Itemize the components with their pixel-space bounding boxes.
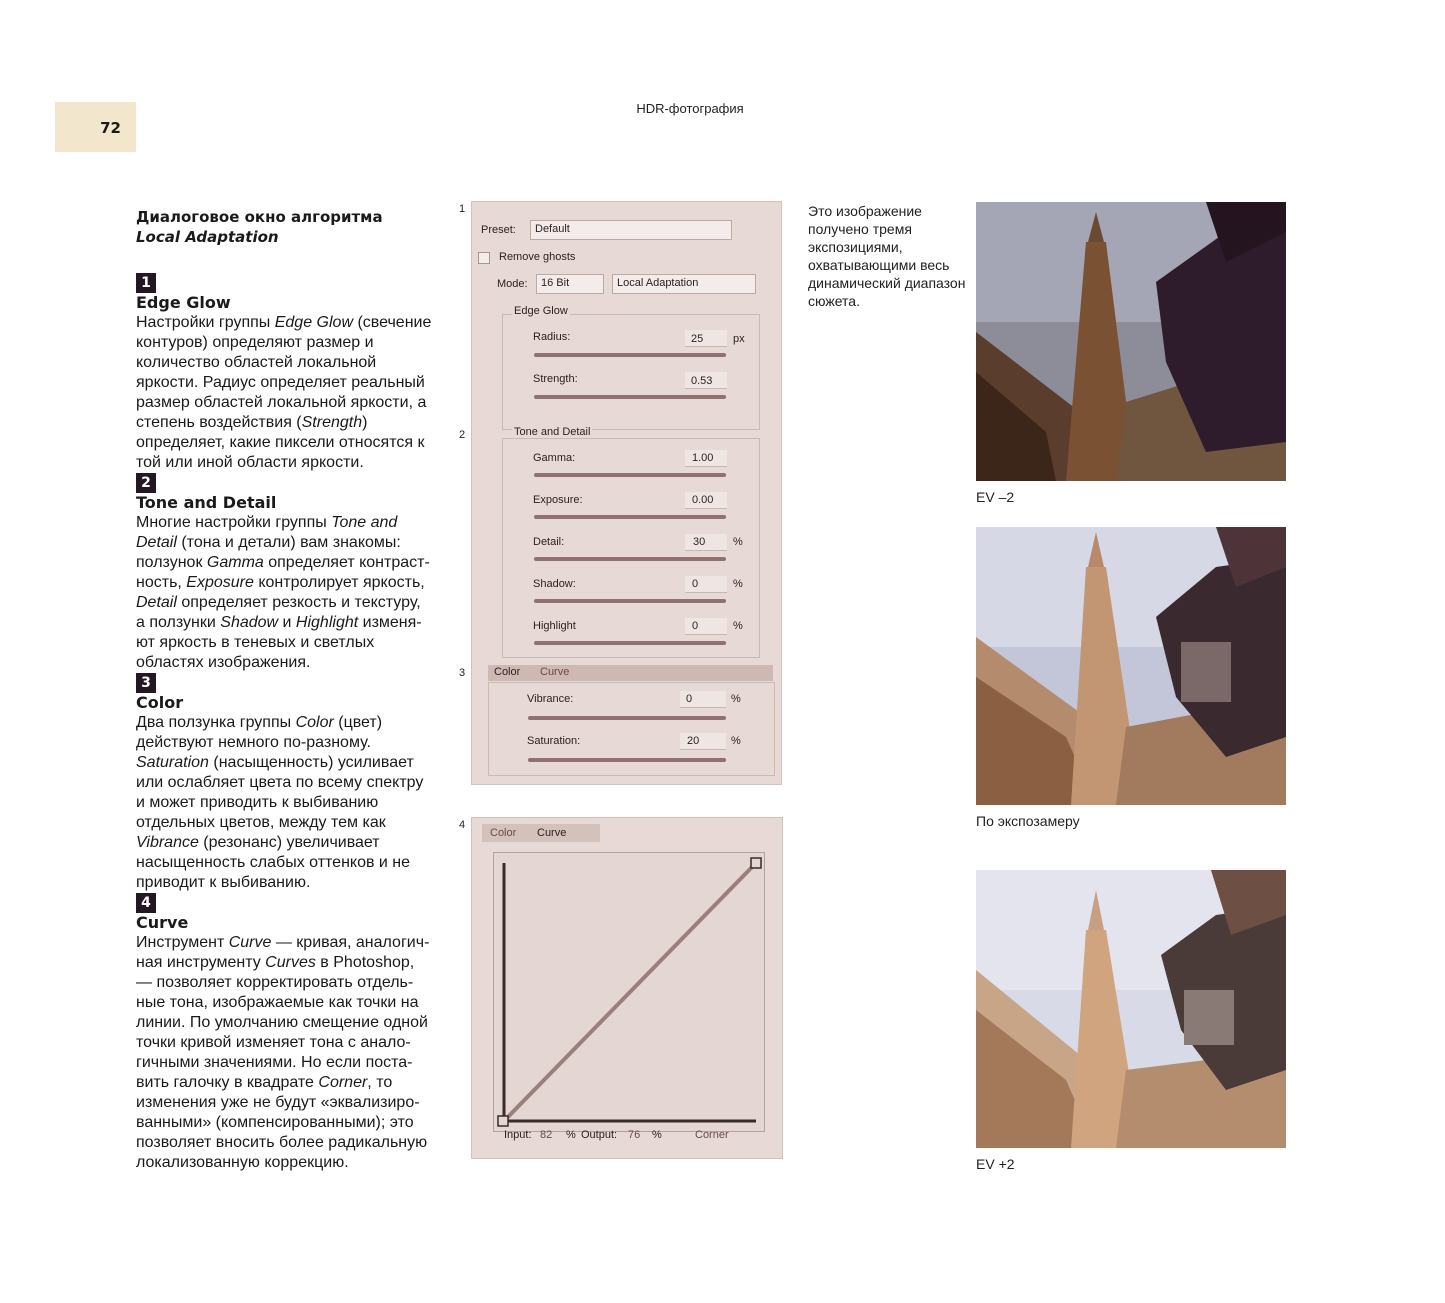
body-line: вить галочку в квадрате Corner, то bbox=[136, 1074, 393, 1091]
input-unit: % bbox=[566, 1129, 576, 1141]
saturation-label: Saturation: bbox=[527, 735, 581, 747]
sections bbox=[136, 273, 448, 1173]
curve-graph[interactable] bbox=[493, 852, 765, 1132]
tab-color[interactable]: Color bbox=[494, 666, 521, 678]
corner-checkbox-label[interactable]: Corner bbox=[695, 1129, 729, 1141]
body-line: а ползунки Shadow и Highlight изменя- bbox=[136, 614, 422, 631]
output-value[interactable]: 76 bbox=[628, 1129, 641, 1141]
body-line: приводит к выбиванию. bbox=[136, 874, 311, 891]
detail-label: Detail: bbox=[533, 536, 565, 548]
section-number-badge: 2 bbox=[136, 473, 156, 493]
radius-value: 25 bbox=[691, 333, 704, 345]
caption-ev-minus2: EV –2 bbox=[976, 489, 1015, 505]
method-value: Local Adaptation bbox=[617, 277, 699, 289]
output-label: Output: bbox=[581, 1129, 618, 1141]
mode-label: Mode: bbox=[497, 278, 528, 290]
bit-depth-dropdown[interactable] bbox=[536, 274, 604, 294]
local-adaptation-dialog bbox=[471, 201, 782, 785]
body-line: Vibrance (резонанс) увеличивает bbox=[136, 834, 380, 851]
curve-line[interactable] bbox=[504, 863, 756, 1121]
exposure-value: 0.00 bbox=[692, 494, 714, 506]
section-3 bbox=[136, 673, 448, 893]
body-line: локализованную коррекцию. bbox=[136, 1154, 349, 1171]
section-4 bbox=[136, 893, 448, 1173]
saturation-value: 20 bbox=[687, 735, 700, 747]
section-number-badge: 4 bbox=[136, 893, 156, 913]
curve-svg bbox=[494, 853, 764, 1131]
running-head: HDR-фотография bbox=[636, 101, 744, 116]
body-line: Настройки группы Edge Glow (свечение bbox=[136, 314, 432, 331]
remove-ghosts-checkbox[interactable] bbox=[478, 252, 490, 264]
detail-unit: % bbox=[733, 536, 743, 548]
shadow-slider[interactable] bbox=[534, 599, 726, 603]
curve-tab-curve[interactable]: Curve bbox=[537, 827, 567, 839]
shadow-unit: % bbox=[733, 578, 743, 590]
body-line: линии. По умолчанию смещение одной bbox=[136, 1014, 428, 1031]
preset-value: Default bbox=[535, 223, 570, 235]
marker-1: 1 bbox=[459, 203, 466, 215]
body-line: областях изображения. bbox=[136, 654, 311, 671]
gamma-value: 1.00 bbox=[692, 452, 714, 464]
detail-value: 30 bbox=[693, 536, 706, 548]
input-value[interactable]: 82 bbox=[540, 1129, 553, 1141]
body-line: ность, Exposure контролирует яркость, bbox=[136, 574, 425, 591]
gamma-slider[interactable] bbox=[534, 473, 726, 477]
tab-curve[interactable]: Curve bbox=[540, 666, 570, 678]
input-label: Input: bbox=[504, 1129, 532, 1141]
body-line: позволяет вносить более радикальную bbox=[136, 1134, 428, 1151]
highlight-unit: % bbox=[733, 620, 743, 632]
remove-ghosts-label: Remove ghosts bbox=[499, 251, 576, 263]
body-line: контуров) определяют размер и bbox=[136, 334, 374, 351]
body-line: гичными значениями. Но если поста- bbox=[136, 1054, 413, 1071]
body-line: степень воздействия (Strength) bbox=[136, 414, 368, 431]
tone-detail-title: Tone and Detail bbox=[514, 426, 591, 438]
strength-value: 0.53 bbox=[691, 375, 713, 387]
body-line: ные тона, изображаемые как точки на bbox=[136, 994, 419, 1011]
vibrance-value: 0 bbox=[686, 693, 693, 705]
highlight-slider[interactable] bbox=[534, 641, 726, 645]
radius-unit: px bbox=[733, 333, 745, 345]
body-line: Saturation (насыщенность) усиливает bbox=[136, 754, 414, 771]
section-1 bbox=[136, 273, 448, 473]
color-tab-bar bbox=[488, 665, 773, 681]
preset-dropdown[interactable] bbox=[530, 220, 732, 240]
article-title-line1: Диалоговое окно алгоритма bbox=[136, 208, 383, 226]
body-line: изменения уже не будут «эквализиро- bbox=[136, 1094, 420, 1111]
body-line: Два ползунка группы Color (цвет) bbox=[136, 714, 383, 731]
exposure-label: Exposure: bbox=[533, 494, 583, 506]
output-unit: % bbox=[652, 1129, 662, 1141]
method-dropdown[interactable] bbox=[612, 274, 756, 294]
body-line: насыщенность слабых оттенков и не bbox=[136, 854, 411, 871]
body-line: или ослабляет цвета по всему спектру bbox=[136, 774, 424, 791]
body-line: ная инструменту Curves в Photoshop, bbox=[136, 954, 415, 971]
body-line: отдельных цветов, между тем как bbox=[136, 814, 386, 831]
body-line: Многие настройки группы Tone and bbox=[136, 514, 398, 531]
detail-field[interactable] bbox=[685, 534, 727, 551]
text-column bbox=[136, 207, 448, 1173]
preset-label: Preset: bbox=[481, 224, 516, 236]
saturation-slider[interactable] bbox=[528, 758, 726, 762]
section-2 bbox=[136, 473, 448, 673]
photo-metered bbox=[976, 527, 1286, 805]
section-title: Tone and Detail bbox=[136, 493, 277, 512]
body-line: — позволяет корректировать отдель- bbox=[136, 974, 414, 991]
curve-point-start[interactable] bbox=[498, 1116, 508, 1126]
intro-text: Это изображение получено тремя экспозициями, охватывающими весь динамический диапазон сюжета. bbox=[808, 203, 966, 309]
body-line: и может приводить к выбиванию bbox=[136, 794, 379, 811]
caption-ev-plus2: EV +2 bbox=[976, 1156, 1015, 1172]
saturation-unit: % bbox=[731, 735, 741, 747]
strength-slider[interactable] bbox=[534, 395, 726, 399]
curve-panel bbox=[471, 817, 783, 1159]
highlight-value: 0 bbox=[692, 620, 699, 632]
detail-slider[interactable] bbox=[534, 557, 726, 561]
section-title: Edge Glow bbox=[136, 293, 231, 312]
vibrance-slider[interactable] bbox=[528, 716, 726, 720]
section-number-badge: 1 bbox=[136, 273, 156, 293]
body-line: Инструмент Curve — кривая, аналогич- bbox=[136, 934, 430, 951]
gamma-label: Gamma: bbox=[533, 452, 576, 464]
section-title: Color bbox=[136, 693, 184, 712]
body-line: действуют немного по-разному. bbox=[136, 734, 371, 751]
body-line: размер областей локальной яркости, а bbox=[136, 394, 427, 411]
photo-ev-minus2 bbox=[976, 202, 1286, 481]
body-line: количество областей локальной bbox=[136, 354, 377, 371]
curve-tab-color[interactable]: Color bbox=[490, 827, 517, 839]
shadow-value: 0 bbox=[692, 578, 699, 590]
exposure-slider[interactable] bbox=[534, 515, 726, 519]
body-line: Detail определяет резкость и текстуру, bbox=[136, 594, 421, 611]
page-number: 72 bbox=[100, 119, 121, 137]
curve-point-end[interactable] bbox=[751, 858, 761, 868]
vibrance-label: Vibrance: bbox=[527, 693, 574, 705]
body-line: яркости. Радиус определяет реальный bbox=[136, 374, 425, 391]
vibrance-unit: % bbox=[731, 693, 741, 705]
body-line: точки кривой изменяет тона с анало- bbox=[136, 1034, 411, 1051]
shadow-label: Shadow: bbox=[533, 578, 576, 590]
section-title: Curve bbox=[136, 913, 189, 932]
caption-metered: По экспозамеру bbox=[976, 813, 1080, 829]
marker-3: 3 bbox=[459, 667, 466, 679]
body-line: той или иной области яркости. bbox=[136, 454, 364, 471]
radius-label: Radius: bbox=[533, 331, 571, 343]
photo-ev-plus2 bbox=[976, 870, 1286, 1148]
radius-slider[interactable] bbox=[534, 353, 726, 357]
strength-label: Strength: bbox=[533, 373, 578, 385]
body-line: ют яркость в теневых и светлых bbox=[136, 634, 375, 651]
body-line: ползунок Gamma определяет контраст- bbox=[136, 554, 430, 571]
section-number-badge: 3 bbox=[136, 673, 156, 693]
body-line: определяет, какие пиксели относятся к bbox=[136, 434, 425, 451]
marker-4: 4 bbox=[459, 819, 466, 831]
bit-depth-value: 16 Bit bbox=[541, 277, 570, 289]
marker-2: 2 bbox=[459, 429, 466, 441]
body-line: ванными» (компенсированными); это bbox=[136, 1114, 414, 1131]
article-title-line2: Local Adaptation bbox=[136, 228, 279, 246]
edge-glow-title: Edge Glow bbox=[514, 305, 568, 317]
body-line: Detail (тона и детали) вам знакомы: bbox=[136, 534, 401, 551]
highlight-label: Highlight bbox=[533, 620, 576, 632]
